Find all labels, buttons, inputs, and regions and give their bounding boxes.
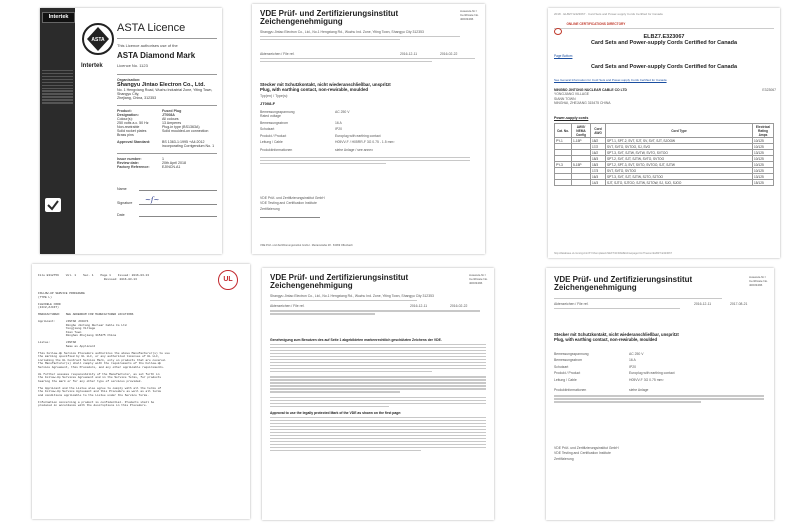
vde-company: Shangyu Jintao Electron Co., Ltd., No.1 Hengxiang Rd., Wuzhu Ind. Zone, Yiting Town, Shangyu City 312353: [260, 30, 424, 34]
category-title: Card Sets and Power-supply Cords Certified for Canada: [590, 40, 738, 46]
table-cell: 10/125: [753, 144, 774, 150]
table-cell: 18/2: [591, 138, 606, 144]
vde-subtitle: Zeichengenehmigung: [554, 283, 637, 292]
vde-company: Shangyu Jintao Electron Co., Ltd., No.1 Hengxiang Rd., Wuzhu Ind. Zone, Yiting Town, Shangyu City 312353: [270, 294, 434, 298]
col-header: Electrical Rating Amps: [753, 124, 774, 138]
asta-diamond-seal: [81, 22, 115, 96]
vde-english-heading: Approval to use the legally protected Mark of the VDE as shown on the first page:: [270, 410, 402, 415]
company-name: NINGBO JINTONG NUCLEAR CABLE CO LTD: [554, 88, 627, 92]
vde-date-1: 2016-12-11: [694, 301, 712, 306]
vde-date-2: 2016-02-22: [440, 52, 458, 56]
page-bottom-link[interactable]: Page Bottom: [554, 54, 573, 58]
colour-label: Colour(s):: [117, 117, 133, 121]
ul-body: FOLLOW-UP SERVICE PROCEDURE (TYPE L) FLEXIBLE CORD (ZJCZ,ZJCZ7) MANUFACTURER: SEE ADDENDUM FOR MANUFACTURER LOCATIONS Applicant: JINTAO JC6074 Ningbo Jintong Nuclear Cable Co Ltd Yongjiang Village Xian Town Ninghai Zhejiang 315475 China Listee: JINTAO Same as Applicant This Follow-Up Service Procedure authorizes the above Manufacturer(s) to use the marking specified by UL LLC, or any authorized licensee of UL LLC, including the UL Contract Service Mark, only on products that are covered. The Manufacturer(s) shall comply with the requirements of the Follow-Up Service Agreement, this Procedure, and any other applicable requirements. UL further assumes responsibility of the Manufacturer, as set forth in the Follow-Up Services Agreement and in the Service Terms, for products bearing the mark or for any other type of services provided. The Applicant and the Listee also agree to comply with all the terms of the Follow-Up Service Agreement and this Procedure as well as all terms and conditions applicable to the Listee under the Service Terms. Information concerning a product is confidential. Products shall be produced in accordance with the descriptions in this Procedure.: [38, 292, 170, 407]
product-label: Product:: [117, 109, 132, 113]
signature-block: [117, 179, 217, 217]
intertek-seal-label: Intertek: [81, 63, 103, 69]
org-address-1: No. 1 Hengxiang Road, Wuzhu Industrial Zone, Yiting Town, Shangyu City,: [117, 88, 213, 96]
table-cell: 13/125: [753, 174, 774, 180]
vde-heading: Stecker mit Schutzkontakt, nicht wiederanschließbar, unspritzt: [260, 82, 391, 87]
col-header: AWG/ NEMA Config: [572, 124, 591, 138]
issue-number-value: 1: [162, 157, 164, 161]
vde-certificate-page-2: VDE Prüf- und Zertifizierungsinstitut Zeichengenehmigung Ausweis-Nr./ Certificate No. 40033496 Shangyu Jintao Electron Co., Ltd., No.1 Hengxiang Rd., Wuzhu Ind. Zone, Yiting Town, Shangyu City 312353 Aktenzeichen / File ref. 2016-12-11 2016-02-22 Genehmigung zum Benutzen des auf Seite 1 abgebildeten markenrechtlich geschützten Zeichens der VDE. Approval to use the legally protected Mark of the VDE as shown on the first page:: [262, 268, 494, 520]
table-cell: 10/125: [753, 162, 774, 168]
designation-value: JT008A: [162, 113, 175, 117]
type-value: Plug-in type (BS1363A): [162, 125, 200, 129]
pins-label: Brass pins: [117, 133, 134, 137]
table-cell: 14/3: [591, 180, 606, 186]
designation-label: Designation:: [117, 113, 139, 117]
name-label: Name: [117, 187, 127, 191]
product-block: [117, 109, 217, 137]
address-line: YONGJIANG VILLAGE: [554, 92, 590, 97]
table-cell: 10/125: [753, 168, 774, 174]
vde-subheading: Plug, with earthing contact, non-rewirable, moulded: [554, 337, 658, 342]
table-cell: PY-3: [555, 162, 572, 168]
browser-footer: http://database.ul.com/cgi-bin/XYV/template/LISEXT/1FRAME/showpage.html?name=ELBZ7.E323067: [554, 252, 673, 255]
intertek-logo: Intertek: [42, 12, 75, 23]
vde-spec-table: Bemessungsspannung AC 250 V Bemessungsstrom 16 A Schutzart IP20 Produkt / Product Europlug with earthing contact Leitung / Cable H05VV-F 3G 0.75 mm² Produktinformationen siehe Anlage: [554, 352, 764, 404]
address-line: SIANN TOWN: [554, 96, 576, 101]
table-cell: 13/125: [753, 150, 774, 156]
csa-directory-page: [548, 8, 780, 258]
asta-diamond-icon: [81, 22, 115, 56]
org-name: Shangyu Jintao Electron Co., Ltd.: [117, 82, 206, 88]
table-cell: SPT-2, SVT, SJT, SJTW, SVTO, SVTOO: [606, 156, 753, 162]
ul-header: File E312756 Vol. 1 Sec. 1 Page 1 Issued: 2016-03-13 Revised: 2016-03-13: [38, 274, 150, 281]
category-code: ELBZ7.E323067: [643, 34, 685, 40]
file-number: E323067: [762, 88, 776, 92]
table-cell: SPT-1, SPT-2, SVT, SJT, SV, SVT, SJT, SJOOW: [606, 138, 753, 144]
vde-subheading: Plug, with earthing contact, non-rewirable, moulded: [260, 87, 369, 92]
ukas-mark-icon: [45, 198, 61, 212]
vde-dates: Aktenzeichen / File ref. 2016-12-11 2016-02-22: [260, 52, 475, 64]
factory-ref-value: EJINCN.A1: [162, 165, 181, 169]
vde-address-footer: VDE Prüf- und Zertifizierungsinstitut GmbH · Merianstraße 28 · 63069 Offenbach: [260, 244, 353, 247]
table-cell: 18/3: [591, 156, 606, 162]
signature-scribble: ~ſ~: [145, 196, 160, 205]
asta-licence-document: [40, 8, 222, 254]
vde-title: VDE Prüf- und Zertifizierungsinstitut: [270, 273, 409, 282]
section-heading: Power-supply cords: [554, 116, 589, 120]
sidebar-text: [42, 68, 73, 105]
table-cell: [555, 180, 572, 186]
table-cell: 1-15P: [572, 138, 591, 144]
date-label: Date: [117, 213, 125, 217]
col-header: Cord AWG: [591, 124, 606, 138]
signature-label: Signature: [117, 201, 133, 205]
vde-meta: Ausweis-Nr./ Certificate No. 40033496: [748, 275, 768, 287]
rating-value: 13 Amperes: [162, 121, 182, 125]
rewirable-label: Non-rewirable: [117, 125, 140, 129]
table-cell: 16/2: [591, 150, 606, 156]
vde-spec-table: Bemessungsspannung AC 250 V Rated voltage Bemessungsstrom 16 A Schutzart IP20 Produkt / Product Europlug with earthing contact Leitung / Cable H05VV-F / H05RR-F 3G 0.75 - 1.5 mm² Produktinformationen siehe Anlage / see annex: [260, 110, 470, 166]
cords-table: [554, 123, 774, 186]
address-line: NINGHAI, ZHEJIANG 315475 CHINA: [554, 101, 611, 106]
issue-block: [117, 157, 217, 169]
table-cell: 10/125: [753, 156, 774, 162]
svg-text:ASTA: ASTA: [91, 37, 105, 43]
mark-name: ASTA Diamond Mark: [117, 51, 196, 60]
vde-certificate-page-1: VDE Prüf- und Zertifizierungsinstitut Zeichengenehmigung Ausweis-Nr./ Certificate No. 40033496 Shangyu Jintao Electron Co., Ltd., No.1 Hengxiang Rd., Wuzhu Ind. Zone, Yiting Town, Shangyu City 312353 Aktenzeichen / File ref. 2016-12-11 2016-02-22 Stecker mit Schutzkontakt, nicht wiederanschließbar, unspritzt Plug, with earthing contact, non-rewirable, moulded Typ(en) / Type(s): JT008-F Bemessungsspannung AC 250 V Rated voltage Bemessungsstrom 16 A Schutzart IP20 Produkt / Product Europlug with earthing contact Leitung / Cable H05VV-F / H05RR-F 3G 0.75 - 1.5 mm² Produktinformationen siehe Anlage / see annex VDE Prüf- und Zertifizierungsinstitut GmbH VDE Testing and Certification Institute Zertifizierung VDE Prüf- und Zertifizierungsinstitut GmbH · Merianstraße 28 · 63069 Offenbach: [252, 4, 485, 254]
factory-ref-label: Factory Reference:: [117, 165, 150, 169]
table-cell: 18/3: [591, 162, 606, 168]
table-cell: SJT, SJTO, SJTOO, SJTW, SJTOW, SJ, SJO, SJOO: [606, 180, 753, 186]
directory-title: ONLINE CERTIFICATIONS DIRECTORY: [566, 22, 626, 26]
vde-date-1: 2016-12-11: [400, 52, 418, 56]
vde-meta: Ausweis-Nr./ Certificate No. 40033496: [459, 9, 479, 21]
licence-sidebar: [40, 8, 75, 254]
review-date-label: Review date:: [117, 161, 139, 165]
table-cell: SVT, SVTO, SVTOO, SJ, SVO: [606, 144, 753, 150]
table-cell: 17/3: [591, 168, 606, 174]
vde-footer: VDE Prüf- und Zertifizierungsinstitut GmbH VDE Testing and Certification Institute Zertifizierung: [260, 196, 325, 211]
ul-logo-icon: UL: [218, 270, 238, 290]
org-label: Organisation:: [117, 78, 141, 82]
guide-link[interactable]: See General Information for Cord Sets and Power-supply Cords Certified for Canada: [554, 78, 667, 82]
plates-label: Solid rocket plates: [117, 129, 147, 133]
review-date-value: 20th April 2018: [162, 161, 186, 165]
rating-label: 250 volts a.c. 50 Hz: [117, 121, 149, 125]
licence-number: Licence No. 1123: [117, 63, 148, 68]
issue-number-label: Issue number:: [117, 157, 142, 161]
page-subtitle: Card Sets and Power-supply Cords Certified for Canada: [590, 64, 738, 70]
col-header: Cat. No.: [555, 124, 572, 138]
table-cell: SPT-3, SVT, SJTW, SVTW, SVTO, SVTOO: [606, 150, 753, 156]
table-cell: SPT-2, SPT-3, SVT, SVTO, SVTOO, SJT, SJTW: [606, 162, 753, 168]
connection-value: Solid moulded-on connection: [162, 129, 209, 133]
browser-header: 2018 · ELBZ7.E323067 · Card Sets and Power-supply Cords Certified for Canada: [554, 12, 663, 16]
table-cell: [572, 180, 591, 186]
licence-title: ASTA Licence: [117, 22, 186, 34]
table-cell: 10/125: [753, 138, 774, 144]
table-cell: SVT, SVTO, SVTOO: [606, 168, 753, 174]
vde-title: VDE Prüf- und Zertifizierungsinstitut: [260, 9, 399, 18]
table-cell: 5-15P: [572, 162, 591, 168]
vde-footer: VDE Prüf- und Zertifizierungsinstitut GmbH VDE Testing and Certification Institute Zertifizierung: [554, 446, 619, 461]
table-cell: 16/3: [591, 174, 606, 180]
vde-date-2: 2016-02-22: [450, 304, 468, 309]
org-address-2: Zhejiang, China, 312353: [117, 96, 157, 100]
vde-heading: Stecker mit Schutzkontakt, nicht wiederanschließbar, unspritzt: [554, 332, 679, 337]
product-value: Fused Plug: [162, 109, 182, 113]
table-cell: PY-1: [555, 138, 572, 144]
vde-dates: Aktenzeichen / File ref. 2016-12-11 2017-08-21: [554, 296, 764, 311]
colour-value: All colours: [162, 117, 179, 121]
table-cell: 17/2: [591, 144, 606, 150]
table-cell: 15/125: [753, 180, 774, 186]
vde-certificate-page-3: [546, 268, 774, 520]
col-header: Cord Type: [606, 124, 753, 138]
vde-meta: Ausweis-Nr./ Certificate No. 40033496: [468, 273, 488, 285]
vde-heading: Genehmigung zum Benutzen des auf Seite 1 abgebildeten markenrechtlich geschützten Zeichens der VDE.: [270, 338, 442, 342]
table-row: [555, 180, 774, 186]
vde-type: JT008-F: [260, 101, 276, 106]
approval-value: BS 1363-1:1995 +A4:2012 incorporating Corrigendum No. 1: [162, 140, 215, 148]
licence-intro: This Licence authorises use of the: [117, 43, 178, 48]
ul-procedure-page: [32, 264, 250, 519]
table-cell: SPT-3, SVT, SJT, SJTW, SJTO, SJTOO: [606, 174, 753, 180]
vde-title: VDE Prüf- und Zertifizierungsinstitut: [554, 275, 693, 284]
vde-subtitle: Zeichengenehmigung: [260, 17, 343, 26]
vde-subtitle: Zeichengenehmigung: [270, 281, 353, 290]
vde-date-1: 2016-12-11: [410, 304, 428, 309]
approval-label: Approval Standard:: [117, 140, 151, 144]
vde-date-2: 2017-08-21: [730, 301, 748, 306]
